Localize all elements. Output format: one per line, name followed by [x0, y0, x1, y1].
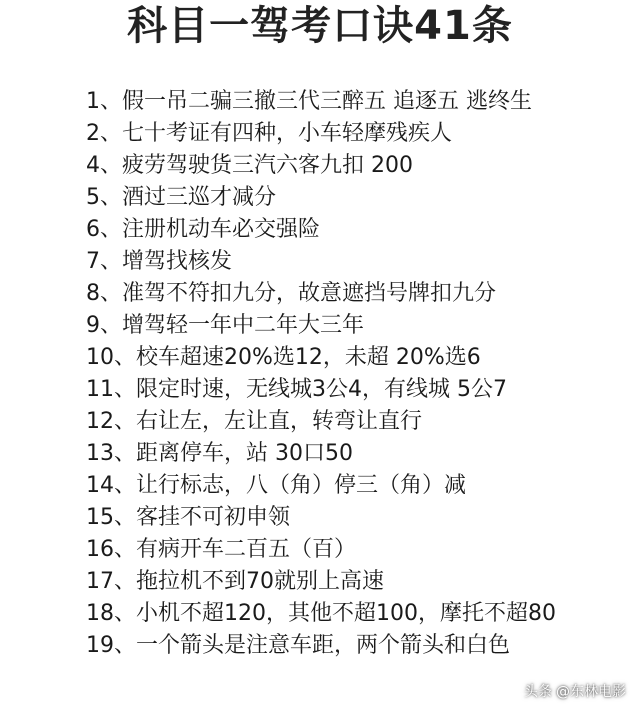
- list-item: 19、一个箭头是注意车距，两个箭头和白色: [86, 633, 510, 658]
- list-item: 12、右让左，左让直，转弯让直行: [86, 409, 422, 434]
- list-item: 15、客挂不可初申领: [86, 505, 290, 530]
- list-item: 13、距离停车，站 30口50: [86, 441, 353, 466]
- list-item: 4、疲劳驾驶货三汽六客九扣 200: [86, 153, 413, 178]
- watermark: [524, 681, 626, 701]
- list-item: 14、让行标志，八（角）停三（角）减: [86, 473, 466, 498]
- watermark-author: @东林电影: [556, 684, 626, 700]
- list-item: 2、七十考证有四种，小车轻摩残疾人: [86, 121, 452, 146]
- list-item: 9、增驾轻一年中二年大三年: [86, 313, 364, 338]
- mnemonic-list: [86, 86, 626, 662]
- list-item: 1、假一吊二骗三撤三代三醉五 追逐五 逃终生: [86, 89, 532, 114]
- watermark-source: 头条: [524, 684, 552, 700]
- list-item: 5、酒过三巡才减分: [86, 185, 276, 210]
- list-item: 8、准驾不符扣九分，故意遮挡号牌扣九分: [86, 281, 496, 306]
- list-item: 7、增驾找核发: [86, 249, 232, 274]
- list-item: 18、小机不超120，其他不超100，摩托不超80: [86, 601, 556, 626]
- page-title: 科目一驾考口诀41条: [127, 3, 513, 49]
- list-item: 10、校车超速20%选12，未超 20%选6: [86, 345, 481, 370]
- list-item: 16、有病开车二百五（百）: [86, 537, 356, 562]
- list-item: 6、注册机动车必交强险: [86, 217, 320, 242]
- list-item: 17、拖拉机不到70就别上高速: [86, 569, 384, 594]
- list-item: 11、限定时速，无线城3公4，有线城 5公7: [86, 377, 507, 402]
